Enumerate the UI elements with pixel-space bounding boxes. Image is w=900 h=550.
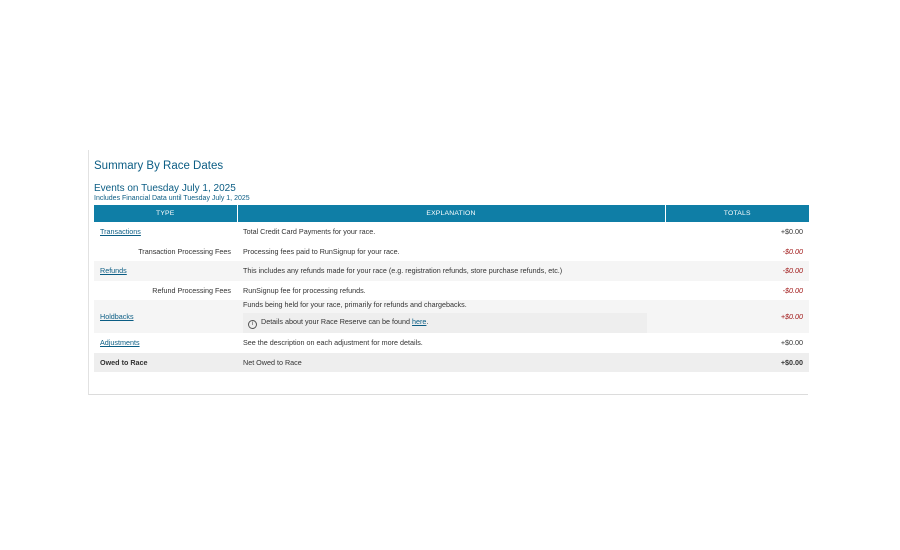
race-reserve-note-text: Details about your Race Reserve can be found	[261, 317, 413, 326]
total-cell: -$0.00	[782, 246, 803, 256]
column-header-explanation: EXPLANATION	[237, 205, 665, 222]
explanation-cell	[237, 300, 665, 333]
explanation-cell: Net Owed to Race	[237, 353, 665, 373]
total-cell: +$0.00	[780, 338, 803, 348]
column-header-totals: TOTALS	[665, 205, 809, 222]
summary-panel	[88, 150, 808, 395]
transactions-link[interactable]: Transactions	[100, 227, 141, 237]
explanation-cell: See the description on each adjustment for more details.	[243, 338, 423, 348]
total-cell: -$0.00	[665, 261, 809, 281]
adjustments-link[interactable]: Adjustments	[100, 338, 140, 348]
explanation-cell: This includes any refunds made for your race (e.g. registration refunds, store purchase refunds, etc.)	[237, 261, 665, 281]
table-header-row	[94, 205, 809, 222]
table-row-refund-processing-fees	[94, 281, 809, 301]
explanation-cell: Total Credit Card Payments for your race.	[243, 227, 376, 237]
race-reserve-note	[243, 313, 647, 333]
type-cell	[94, 300, 237, 333]
table-row-holdbacks	[94, 300, 809, 333]
info-icon: i	[248, 320, 257, 329]
total-cell: +$0.00	[665, 353, 809, 373]
summary-table	[94, 205, 809, 372]
type-cell: Refund Processing Fees	[152, 285, 231, 295]
table-row-transactions	[94, 222, 809, 242]
table-row-adjustments	[94, 333, 809, 353]
total-cell: +$0.00	[780, 227, 803, 237]
total-cell: +$0.00	[665, 300, 809, 333]
explanation-cell: RunSignup fee for processing refunds.	[243, 285, 366, 295]
events-title: Events on Tuesday July 1, 2025	[94, 183, 236, 194]
holdbacks-explanation: Funds being held for your race, primarily for refunds and chargebacks.	[243, 300, 467, 309]
race-reserve-here-link[interactable]: here	[412, 317, 427, 326]
holdbacks-link[interactable]: Holdbacks	[100, 312, 134, 321]
column-header-type: TYPE	[94, 205, 237, 222]
table-row-transaction-processing-fees	[94, 242, 809, 262]
refunds-link[interactable]: Refunds	[100, 266, 127, 276]
table-row-refunds	[94, 261, 809, 281]
race-reserve-note-end: .	[426, 317, 429, 326]
table-row-owed-to-race	[94, 353, 809, 373]
type-cell: Transaction Processing Fees	[138, 246, 231, 256]
type-cell: Owed to Race	[94, 353, 237, 373]
financial-data-note: Includes Financial Data until Tuesday July 1, 2025	[94, 195, 250, 202]
type-cell	[94, 333, 237, 353]
explanation-cell: Processing fees paid to RunSignup for your race.	[243, 246, 400, 256]
type-cell	[94, 222, 237, 242]
summary-title: Summary By Race Dates	[94, 160, 224, 172]
type-cell	[94, 261, 237, 281]
total-cell: -$0.00	[782, 285, 803, 295]
